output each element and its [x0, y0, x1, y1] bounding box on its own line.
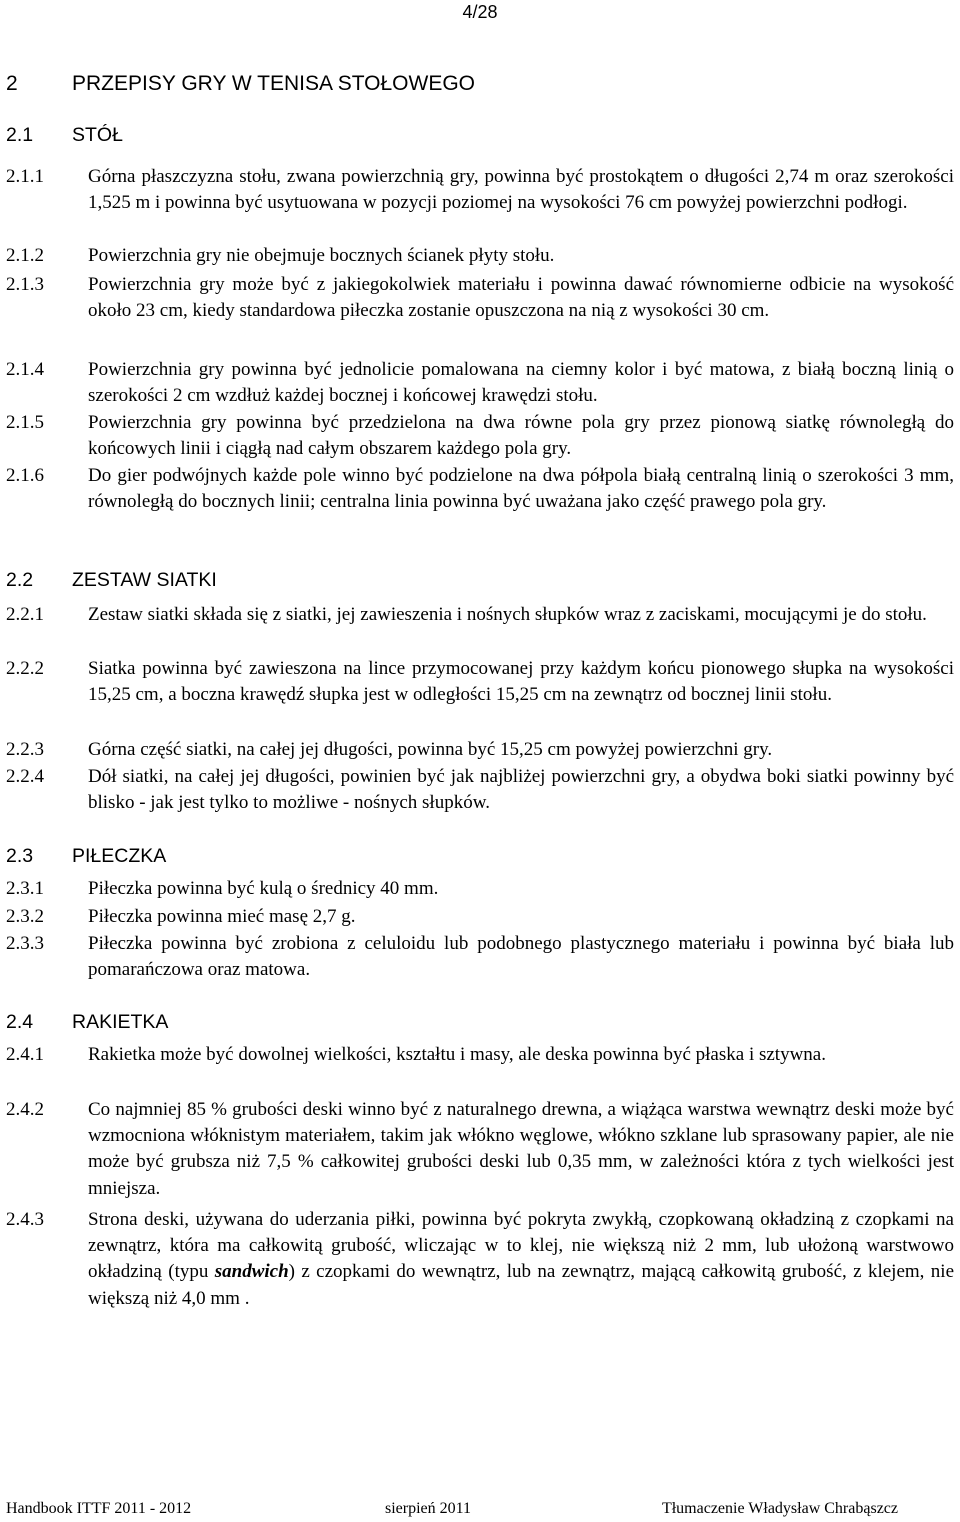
rule-number: 2.1.4	[6, 359, 44, 380]
rule-number: 2.1.1	[6, 166, 44, 187]
footer-date: sierpień 2011	[385, 1500, 472, 1517]
rule-text: Powierzchnia gry nie obejmuje bocznych ścianek płyty stołu.	[88, 245, 555, 266]
footer-source: Handbook ITTF 2011 - 2012	[6, 1500, 192, 1517]
rule-text: Powierzchnia gry powinna być przedzielona na dwa równe pola gry przez pionową siatkę równoległą do końcowych linii i ciągłą nad całym obszarem każdego pola gry.	[88, 412, 954, 460]
section-heading	[6, 124, 123, 147]
rule-item	[6, 602, 954, 628]
rule-text: Do gier podwójnych każde pole winno być podzielone na dwa półpola białą centralną linią o szerokości 3 mm, równoległą do bocznych linii; centralna linia powinna być uważana jako część prawego pola gry.	[88, 465, 954, 513]
rule-text: Górna płaszczyzna stołu, zwana powierzchnią gry, powinna być prostokątem o długości 2,74 m oraz szerokości 1,525 m i powinna być usytuowana w pozycji poziomej na wysokości 76 cm powyżej powierzchni podłogi.	[88, 166, 954, 214]
page-number: 4/28	[462, 2, 498, 22]
rule-number: 2.3.3	[6, 933, 44, 954]
chapter-title: PRZEPISY GRY W TENISA STOŁOWEGO	[72, 72, 475, 95]
rule-number: 2.1.3	[6, 274, 44, 295]
rule-number: 2.3.1	[6, 878, 44, 899]
rule-number: 2.4.3	[6, 1209, 44, 1230]
chapter-number: 2	[6, 72, 18, 95]
section-title: ZESTAW SIATKI	[72, 569, 217, 591]
section-heading	[6, 569, 217, 592]
rule-number: 2.1.2	[6, 245, 44, 266]
rule-item	[6, 410, 954, 462]
section-number: 2.1	[6, 124, 34, 146]
rule-item	[6, 357, 954, 409]
section-number: 2.3	[6, 845, 34, 867]
rule-item	[6, 931, 954, 983]
rule-text: Piłeczka powinna być kulą o średnicy 40 mm.	[88, 878, 439, 899]
section-title: STÓŁ	[72, 124, 123, 146]
section-heading	[6, 845, 166, 868]
rule-item	[6, 737, 954, 763]
rule-text: Co najmniej 85 % grubości deski winno być z naturalnego drewna, a wiążąca warstwa wewnątrz deski może być wzmocniona włóknistym materiałem, takim jak włókno węglowe, włókno szklane lub sprasowany papier, ale nie może być grubsza niż 7,5 % całkowitej grubości deski lub 0,35 mm, w zależności która z tych wielkości jest mniejsza.	[88, 1099, 954, 1199]
rule-text: Piłeczka powinna być zrobiona z celuloidu lub podobnego plastycznego materiału i powinna być biała lub pomarańczowa oraz matowa.	[88, 933, 954, 981]
rule-number: 2.2.1	[6, 604, 44, 625]
rule-text	[88, 1207, 954, 1312]
rule-text-emphasis: sandwich	[214, 1261, 289, 1283]
rule-item	[6, 463, 954, 515]
section-number: 2.2	[6, 569, 34, 591]
section-title: PIŁECZKA	[72, 845, 167, 867]
rule-item	[6, 164, 954, 216]
rule-number: 2.3.2	[6, 906, 44, 927]
rule-item	[6, 876, 954, 902]
section-number: 2.4	[6, 1011, 34, 1033]
rule-text: Powierzchnia gry powinna być jednolicie pomalowana na ciemny kolor i być matowa, z białą boczną linią o szerokości 2 cm wzdłuż każdej bocznej i końcowej krawędzi stołu.	[88, 359, 954, 407]
rule-number: 2.1.6	[6, 465, 44, 486]
page-footer	[0, 1500, 960, 1522]
rule-number: 2.4.1	[6, 1044, 44, 1065]
rule-number: 2.2.2	[6, 658, 44, 679]
rule-item	[6, 1097, 954, 1202]
rule-item	[6, 1207, 954, 1312]
rule-item	[6, 1042, 954, 1068]
rule-number: 2.4.2	[6, 1099, 44, 1120]
rule-text: Górna część siatki, na całej jej długości, powinna być 15,25 cm powyżej powierzchni gry.	[88, 739, 773, 760]
rule-number: 2.2.3	[6, 739, 44, 760]
rule-item	[6, 764, 954, 816]
rule-text: Dół siatki, na całej jej długości, powinien być jak najbliżej powierzchni gry, a obydwa boki siatki powinny być blisko - jak jest tylko to możliwe - nośnych słupków.	[88, 766, 954, 814]
rule-item	[6, 656, 954, 708]
rule-number: 2.1.5	[6, 412, 44, 433]
rule-text: Zestaw siatki składa się z siatki, jej zawieszenia i nośnych słupków wraz z zaciskami, mocującymi je do stołu.	[88, 604, 927, 625]
rule-text-part: Strona deski, używana do uderzania piłki, powinna być pokryta zwykłą, czopkowaną okładziną z czopkami na zewnątrz, która ma całkowitą grubość, wliczając w to klej, nie większą niż 2 mm, lub ułożoną warstwowo okładziną (typu	[88, 1209, 954, 1283]
section-heading	[6, 1011, 168, 1034]
rule-item	[6, 272, 954, 324]
rule-item	[6, 243, 954, 269]
rule-text-part: ) z czopkami do wewnątrz, lub na zewnątrz, mającą całkowitą grubość, z klejem, nie większą niż 4,0 mm .	[88, 1261, 954, 1309]
section-title: RAKIETKA	[72, 1011, 169, 1033]
rule-text: Siatka powinna być zawieszona na lince przymocowanej przy każdym końcu pionowego słupka na wysokości 15,25 cm, a boczna krawędź słupka jest w odległości 15,25 cm na zewnątrz od bocznej linii stołu.	[88, 658, 954, 706]
rule-text: Rakietka może być dowolnej wielkości, kształtu i masy, ale deska powinna być płaska i sztywna.	[88, 1044, 826, 1065]
rule-number: 2.2.4	[6, 766, 44, 787]
rule-item	[6, 904, 954, 930]
footer-translator: Tłumaczenie Władysław Chrabąszcz	[661, 1500, 898, 1517]
chapter-heading	[6, 72, 475, 96]
rule-text: Piłeczka powinna mieć masę 2,7 g.	[88, 906, 356, 927]
rule-text: Powierzchnia gry może być z jakiegokolwiek materiału i powinna dawać równomierne odbicie na wysokość około 23 cm, kiedy standardowa piłeczka zostanie opuszczona na nią z wysokości 30 cm.	[88, 274, 954, 322]
